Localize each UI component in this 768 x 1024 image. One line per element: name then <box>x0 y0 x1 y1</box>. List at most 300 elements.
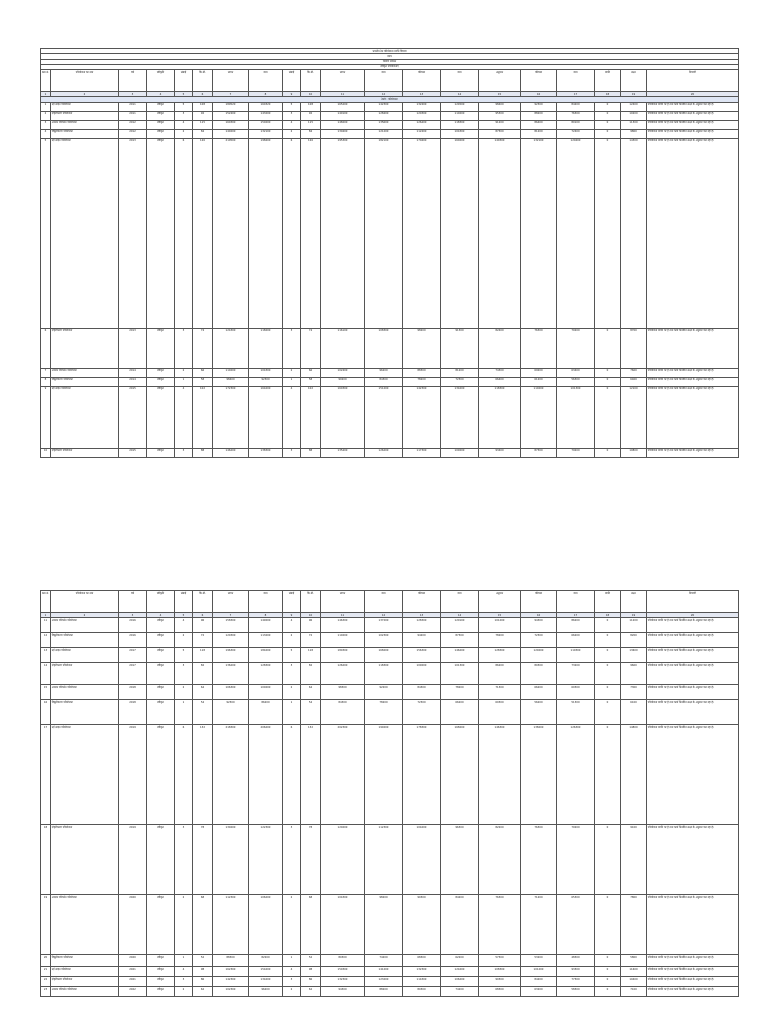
cell-b: 92 <box>193 111 213 120</box>
cell-sanc: स्वीकृत <box>147 725 175 825</box>
cell-c: 146200 <box>213 448 249 457</box>
cell-e: 2 <box>283 129 301 138</box>
cell-j: 146200 <box>441 648 479 663</box>
cell-k: 82200 <box>479 825 521 895</box>
column-number: 10 <box>301 92 321 97</box>
cell-k: 57300 <box>479 955 521 967</box>
column-number: 17 <box>557 92 595 97</box>
cell-name: नई लाइन परियोजना <box>51 648 119 663</box>
column-number: 4 <box>147 92 175 97</box>
cell-no: 23 <box>41 987 51 997</box>
cell-m: 79200 <box>557 448 595 457</box>
cell-j: 91300 <box>441 328 479 368</box>
cell-o: 7100 <box>621 987 647 997</box>
cell-h: 92200 <box>365 685 403 700</box>
cell-a: 3 <box>175 328 193 368</box>
cell-g: 84300 <box>321 700 365 725</box>
column-header: व्यय <box>249 591 283 613</box>
cell-c: 210500 <box>213 138 249 328</box>
cell-e: 3 <box>283 448 301 457</box>
cell-remark: परियोजना प्रगति पर है तथा कार्य निर्धारित लक्ष्य के अनुसार चल रहा है। <box>647 377 739 386</box>
cell-k: 68300 <box>479 987 521 997</box>
cell-n: 0 <box>595 825 621 895</box>
column-header: लागत <box>321 591 365 613</box>
cell-e: 2 <box>283 895 301 955</box>
cell-m: 66200 <box>557 633 595 648</box>
cell-l: 92300 <box>521 102 557 111</box>
cell-j: 78200 <box>441 685 479 700</box>
column-header: व्यय <box>557 591 595 613</box>
column-header: टिप्पणी <box>647 591 739 613</box>
cell-no: 6 <box>41 328 51 368</box>
cell-k: 82400 <box>479 328 521 368</box>
cell-o: 10200 <box>621 111 647 120</box>
cell-remark: परियोजना प्रगति पर है तथा कार्य निर्धारित लक्ष्य के अनुसार चल रहा है। <box>647 368 739 377</box>
cell-a: 4 <box>175 618 193 633</box>
cell-year: 2015 <box>119 386 147 448</box>
cell-n: 0 <box>595 368 621 377</box>
cell-no: 21 <box>41 967 51 977</box>
cell-b: 72 <box>193 633 213 648</box>
document-page-1 <box>40 48 738 458</box>
cell-a: 3 <box>175 977 193 987</box>
cell-c: 180520 <box>213 102 249 111</box>
cell-l: 56200 <box>521 700 557 725</box>
cell-d: 184200 <box>249 648 283 663</box>
cell-k: 140300 <box>479 138 521 328</box>
title-line: निर्माण संगठन <box>41 59 739 64</box>
column-header: परियोजना का नाम <box>51 70 119 92</box>
cell-no: 16 <box>41 700 51 725</box>
cell-year: 2022 <box>119 987 147 997</box>
cell-i: 68300 <box>403 955 441 967</box>
column-number: 8 <box>249 92 283 97</box>
cell-i: 117300 <box>403 448 441 457</box>
cell-o: 11200 <box>621 618 647 633</box>
cell-name: दोहरीकरण परियोजना <box>51 448 119 457</box>
cell-l: 76300 <box>521 328 557 368</box>
cell-j: 110200 <box>441 111 479 120</box>
column-number: 5 <box>175 92 193 97</box>
cell-m: 93300 <box>557 967 595 977</box>
cell-e: 4 <box>283 386 301 448</box>
column-header: लागत <box>213 70 249 92</box>
cell-b: 64 <box>193 685 213 700</box>
cell-l: 80300 <box>521 663 557 685</box>
cell-l: 53200 <box>521 955 557 967</box>
column-header: कि.मी. <box>301 591 321 613</box>
project-table-page-1 <box>40 48 739 458</box>
cell-k: 66400 <box>479 377 521 386</box>
cell-year: 2011 <box>119 102 147 111</box>
cell-sanc: स्वीकृत <box>147 685 175 700</box>
cell-o: 6100 <box>621 700 647 725</box>
cell-g: 160300 <box>321 386 365 448</box>
cell-c: 102300 <box>213 987 249 997</box>
column-header: स्वीकृति <box>147 591 175 613</box>
cell-name: विद्युतीकरण परियोजना <box>51 633 119 648</box>
cell-k: 118300 <box>479 386 521 448</box>
cell-year: 2016 <box>119 633 147 648</box>
cell-k: 86200 <box>479 663 521 685</box>
cell-d: 160320 <box>249 102 283 111</box>
cell-no: 5 <box>41 138 51 328</box>
cell-j: 160200 <box>441 138 479 328</box>
column-header: वर्ष <box>119 70 147 92</box>
cell-a: 6 <box>175 138 193 328</box>
column-header: प्रगति <box>595 591 621 613</box>
cell-d: 104300 <box>249 368 283 377</box>
cell-no: 22 <box>41 977 51 987</box>
cell-b: 126 <box>193 138 213 328</box>
table-row <box>41 725 739 825</box>
cell-no: 7 <box>41 368 51 377</box>
cell-m: 72400 <box>557 129 595 138</box>
column-number: 9 <box>283 613 301 618</box>
cell-e: 2 <box>283 685 301 700</box>
cell-l: 88200 <box>521 111 557 120</box>
cell-sanc: स्वीकृत <box>147 955 175 967</box>
cell-l: 110200 <box>521 386 557 448</box>
cell-i: 72300 <box>403 700 441 725</box>
cell-f: 72 <box>301 633 321 648</box>
cell-e: 2 <box>283 987 301 997</box>
table-row <box>41 663 739 685</box>
cell-e: 2 <box>283 368 301 377</box>
column-number: 19 <box>621 92 647 97</box>
cell-no: 13 <box>41 648 51 663</box>
cell-h: 182100 <box>365 138 403 328</box>
table-row <box>41 448 739 457</box>
column-number: 15 <box>479 92 521 97</box>
cell-e: 3 <box>283 328 301 368</box>
cell-a: 2 <box>175 895 193 955</box>
cell-d: 106200 <box>249 895 283 955</box>
cell-b: 68 <box>193 895 213 955</box>
cell-n: 0 <box>595 685 621 700</box>
cell-year: 2021 <box>119 967 147 977</box>
cell-sanc: स्वीकृत <box>147 663 175 685</box>
column-number: 18 <box>595 92 621 97</box>
cell-l: 71200 <box>521 895 557 955</box>
column-number: 20 <box>647 613 739 618</box>
cell-j: 106200 <box>441 977 479 987</box>
cell-g: 90200 <box>321 377 365 386</box>
cell-c: 130200 <box>213 825 249 895</box>
cell-i: 84300 <box>403 685 441 700</box>
column-number: 14 <box>441 92 479 97</box>
cell-e: 1 <box>283 700 301 725</box>
cell-sanc: स्वीकृत <box>147 987 175 997</box>
cell-n: 0 <box>595 386 621 448</box>
cell-remark: परियोजना प्रगति पर है तथा कार्य निर्धारित लक्ष्य के अनुसार चल रहा है। <box>647 111 739 120</box>
column-header: परिव्यय <box>403 70 441 92</box>
cell-j: 118300 <box>441 120 479 129</box>
cell-k: 60300 <box>479 700 521 725</box>
cell-d: 154200 <box>249 967 283 977</box>
cell-g: 110200 <box>321 633 365 648</box>
cell-m: 63400 <box>557 368 595 377</box>
cell-year: 2014 <box>119 368 147 377</box>
column-header: कि.मी. <box>193 70 213 92</box>
cell-remark: परियोजना प्रगति पर है तथा कार्य निर्धारित लक्ष्य के अनुसार चल रहा है। <box>647 987 739 997</box>
cell-g: 98300 <box>321 685 365 700</box>
cell-b: 58 <box>193 377 213 386</box>
cell-h: 84300 <box>365 377 403 386</box>
cell-h: 108300 <box>365 328 403 368</box>
column-number: 20 <box>647 92 739 97</box>
cell-remark: परियोजना प्रगति पर है तथा कार्य निर्धारित लक्ष्य के अनुसार चल रहा है। <box>647 386 739 448</box>
table-row <box>41 368 739 377</box>
cell-no: 17 <box>41 725 51 825</box>
cell-a: 3 <box>175 825 193 895</box>
cell-h: 96200 <box>365 368 403 377</box>
cell-k: 101200 <box>479 618 521 633</box>
cell-year: 2018 <box>119 685 147 700</box>
cell-b: 96 <box>193 618 213 633</box>
column-header: कि.मी. <box>301 70 321 92</box>
cell-n: 0 <box>595 700 621 725</box>
cell-b: 98 <box>193 967 213 977</box>
cell-f: 118 <box>301 648 321 663</box>
cell-e: 5 <box>283 102 301 111</box>
cell-f: 102 <box>301 386 321 448</box>
cell-o: 5800 <box>621 955 647 967</box>
cell-n: 0 <box>595 977 621 987</box>
column-number: 8 <box>249 613 283 618</box>
cell-sanc: स्वीकृत <box>147 138 175 328</box>
cell-year: 2021 <box>119 977 147 987</box>
cell-sanc: स्वीकृत <box>147 448 175 457</box>
cell-h: 141200 <box>365 967 403 977</box>
cell-c: 152400 <box>213 111 249 120</box>
cell-c: 120300 <box>213 633 249 648</box>
cell-n: 0 <box>595 377 621 386</box>
column-number: 16 <box>521 613 557 618</box>
table-row <box>41 685 739 700</box>
cell-a: 5 <box>175 102 193 111</box>
cell-n: 0 <box>595 129 621 138</box>
cell-k: 95300 <box>479 111 521 120</box>
cell-a: 1 <box>175 700 193 725</box>
cell-remark: परियोजना प्रगति पर है तथा कार्य निर्धारित लक्ष्य के अनुसार चल रहा है। <box>647 129 739 138</box>
cell-e: 1 <box>283 955 301 967</box>
cell-no: 20 <box>41 955 51 967</box>
cell-d: 128300 <box>249 663 283 685</box>
column-header: व्यय <box>441 70 479 92</box>
table-row <box>41 648 739 663</box>
column-number: 3 <box>119 92 147 97</box>
column-number: 10 <box>301 613 321 618</box>
cell-j: 72300 <box>441 377 479 386</box>
cell-h: 123200 <box>365 977 403 987</box>
cell-c: 162300 <box>213 967 249 977</box>
cell-l: 72300 <box>521 633 557 648</box>
cell-h: 74200 <box>365 955 403 967</box>
column-header: अनुमान <box>479 70 521 92</box>
cell-n: 0 <box>595 987 621 997</box>
cell-c: 160300 <box>213 120 249 129</box>
title-line: स्वीकृत परियोजनाएं <box>41 64 739 69</box>
cell-m: 76300 <box>557 111 595 120</box>
cell-f: 54 <box>301 700 321 725</box>
cell-g: 102400 <box>321 368 365 377</box>
column-header: स्वीकृति <box>147 70 175 92</box>
column-number: 16 <box>521 92 557 97</box>
cell-sanc: स्वीकृत <box>147 386 175 448</box>
cell-i: 170400 <box>403 138 441 328</box>
column-number: 5 <box>175 613 193 618</box>
cell-f: 78 <box>301 825 321 895</box>
column-number: 6 <box>193 613 213 618</box>
column-header: लंबाई <box>175 70 193 92</box>
cell-c: 112300 <box>213 895 249 955</box>
cell-d: 100200 <box>249 685 283 700</box>
cell-remark: परियोजना प्रगति पर है तथा कार्य निर्धारित लक्ष्य के अनुसार चल रहा है। <box>647 663 739 685</box>
cell-h: 78200 <box>365 700 403 725</box>
column-number: 18 <box>595 613 621 618</box>
cell-c: 136200 <box>213 663 249 685</box>
column-header: लंबाई <box>283 70 301 92</box>
cell-k: 93400 <box>479 448 521 457</box>
cell-m: 73200 <box>557 663 595 685</box>
cell-b: 66 <box>193 368 213 377</box>
cell-sanc: स्वीकृत <box>147 102 175 111</box>
cell-h: 121200 <box>365 129 403 138</box>
cell-f: 68 <box>301 895 321 955</box>
column-header: क्रम सं. <box>41 591 51 613</box>
cell-c: 98400 <box>213 377 249 386</box>
cell-l: 87300 <box>521 448 557 457</box>
cell-name: आमान परिवर्तन परियोजना <box>51 368 119 377</box>
cell-n: 0 <box>595 138 621 328</box>
cell-l: 101200 <box>521 967 557 977</box>
cell-d: 86200 <box>249 700 283 725</box>
cell-g: 140100 <box>321 111 365 120</box>
cell-o: 14800 <box>621 725 647 825</box>
cell-a: 2 <box>175 685 193 700</box>
cell-d: 149200 <box>249 618 283 633</box>
cell-j: 81200 <box>441 368 479 377</box>
cell-b: 84 <box>193 129 213 138</box>
cell-d: 113200 <box>249 633 283 648</box>
cell-a: 3 <box>175 448 193 457</box>
cell-e: 4 <box>283 967 301 977</box>
cell-m: 70200 <box>557 825 595 895</box>
cell-i: 98200 <box>403 328 441 368</box>
cell-sanc: स्वीकृत <box>147 368 175 377</box>
cell-j: 120100 <box>441 618 479 633</box>
cell-l: 132100 <box>521 138 557 328</box>
cell-k: 146300 <box>479 725 521 825</box>
column-header: लागत <box>321 70 365 92</box>
cell-g: 202300 <box>321 725 365 825</box>
cell-sanc: स्वीकृत <box>147 895 175 955</box>
table-row <box>41 895 739 955</box>
cell-name: नई लाइन परियोजना <box>51 138 119 328</box>
cell-b: 108 <box>193 102 213 111</box>
cell-m: 65300 <box>557 895 595 955</box>
cell-f: 126 <box>301 138 321 328</box>
cell-g: 80300 <box>321 955 365 967</box>
cell-l: 86400 <box>521 120 557 129</box>
cell-l: 69200 <box>521 368 557 377</box>
cell-n: 0 <box>595 955 621 967</box>
column-number: 6 <box>193 92 213 97</box>
cell-f: 66 <box>301 368 321 377</box>
column-header: व्यय <box>249 70 283 92</box>
cell-name: आमान परिवर्तन परियोजना <box>51 895 119 955</box>
cell-a: 1 <box>175 377 193 386</box>
cell-l: 63200 <box>521 987 557 997</box>
column-header: वर्ष <box>119 591 147 613</box>
cell-g: 165200 <box>321 102 365 111</box>
column-header: लंबाई <box>283 591 301 613</box>
cell-g: 126200 <box>321 663 365 685</box>
cell-name: आमान परिवर्तन परियोजना <box>51 987 119 997</box>
cell-b: 115 <box>193 120 213 129</box>
title-line: प्रपत्र <box>41 54 739 59</box>
column-number: 13 <box>403 92 441 97</box>
cell-name: नई लाइन परियोजना <box>51 102 119 111</box>
cell-k: 71300 <box>479 685 521 700</box>
cell-j: 87300 <box>441 633 479 648</box>
cell-year: 2013 <box>119 138 147 328</box>
column-number: 11 <box>321 613 365 618</box>
cell-e: 3 <box>283 111 301 120</box>
cell-k: 128300 <box>479 648 521 663</box>
cell-no: 12 <box>41 633 51 648</box>
cell-g: 148200 <box>321 120 365 129</box>
cell-no: 14 <box>41 663 51 685</box>
cell-remark: परियोजना प्रगति पर है तथा कार्य निर्धारित लक्ष्य के अनुसार चल रहा है। <box>647 618 739 633</box>
cell-b: 54 <box>193 700 213 725</box>
column-header: लक्ष्य <box>621 591 647 613</box>
cell-name: आमान परिवर्तन परियोजना <box>51 120 119 129</box>
cell-l: 81200 <box>521 129 557 138</box>
column-header: लंबाई <box>175 591 193 613</box>
cell-b: 82 <box>193 663 213 685</box>
cell-k: 76300 <box>479 895 521 955</box>
cell-sanc: स्वीकृत <box>147 328 175 368</box>
document-page-2 <box>40 590 738 997</box>
column-header: व्यय <box>441 591 479 613</box>
cell-b: 102 <box>193 386 213 448</box>
cell-b: 62 <box>193 987 213 997</box>
cell-m: 70200 <box>557 328 595 368</box>
cell-remark: परियोजना प्रगति पर है तथा कार्य निर्धारित लक्ष्य के अनुसार चल रहा है। <box>647 895 739 955</box>
cell-f: 74 <box>301 328 321 368</box>
column-number: 11 <box>321 92 365 97</box>
project-table-page-2 <box>40 590 739 997</box>
cell-name: विद्युतीकरण परियोजना <box>51 955 119 967</box>
cell-d: 134200 <box>249 977 283 987</box>
cell-name: दोहरीकरण परियोजना <box>51 977 119 987</box>
cell-o: 9100 <box>621 825 647 895</box>
column-number: 14 <box>441 613 479 618</box>
cell-n: 0 <box>595 663 621 685</box>
cell-name: दोहरीकरण परियोजना <box>51 663 119 685</box>
cell-c: 124300 <box>213 328 249 368</box>
cell-j: 124500 <box>441 102 479 111</box>
cell-e: 5 <box>283 648 301 663</box>
cell-no: 10 <box>41 448 51 457</box>
cell-no: 19 <box>41 895 51 955</box>
cell-o: 7600 <box>621 368 647 377</box>
cell-m: 101300 <box>557 386 595 448</box>
cell-k: 108300 <box>479 967 521 977</box>
cell-d: 143200 <box>249 111 283 120</box>
